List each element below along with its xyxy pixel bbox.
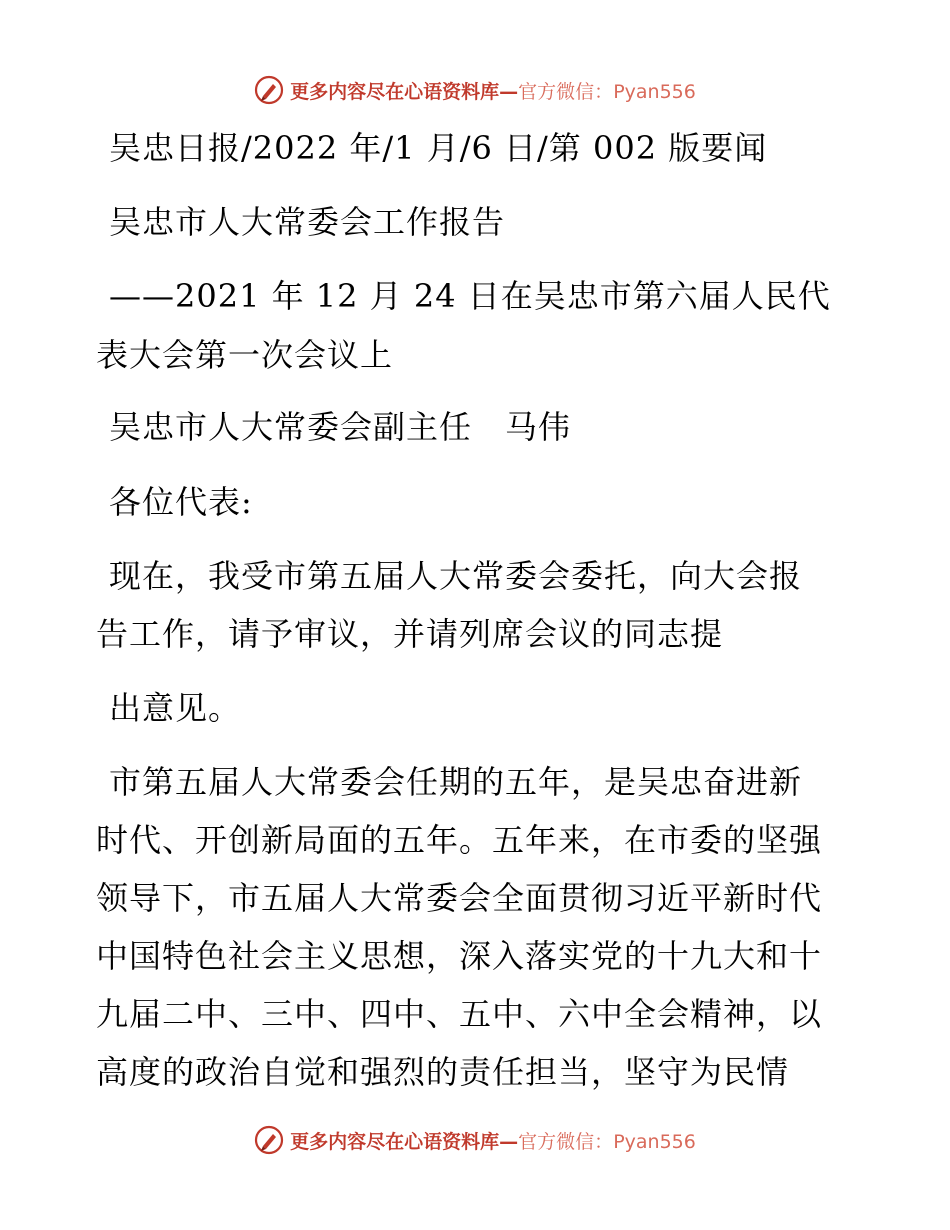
pen-logo-icon [254,1125,284,1155]
source-line: 吴忠日报/2022 年/1 月/6 日/第 002 版要闻 [109,129,768,167]
pen-logo-icon [254,75,284,105]
paragraph-line: 出意见。 [109,689,242,727]
watermark-footer [0,1122,950,1158]
paragraph-line: 高度的政治自觉和强烈的责任担当，坚守为民情 [96,1053,790,1091]
paragraph-line: 时代、开创新局面的五年。五年来，在市委的坚强 [96,821,823,859]
paragraph-line: 现在，我受市第五届人大常委会委托，向大会报 [109,557,803,595]
watermark-header [0,72,950,108]
author-line: 吴忠市人大常委会副主任 马伟 [109,408,572,446]
paragraph-line: 中国特色社会主义思想，深入落实党的十九大和十 [96,937,823,975]
paragraph-line: 市第五届人大常委会任期的五年，是吴忠奋进新 [109,763,803,801]
paragraph-line: 告工作，请予审议，并请列席会议的同志提 [96,615,724,653]
subtitle-line: ——2021 年 12 月 24 日在吴忠市第六届人民代 [109,277,831,315]
subtitle-line: 表大会第一次会议上 [96,336,394,374]
watermark-text: 更多内容尽在心语资料库—官方微信：Pyan556 [290,1130,696,1153]
document-title: 吴忠市人大常委会工作报告 [109,203,506,241]
paragraph-line: 九届二中、三中、四中、五中、六中全会精神，以 [96,995,823,1033]
salutation: 各位代表: [109,483,253,521]
watermark-text: 更多内容尽在心语资料库—官方微信：Pyan556 [290,80,696,103]
paragraph-line: 领导下，市五届人大常委会全面贯彻习近平新时代 [96,879,823,917]
